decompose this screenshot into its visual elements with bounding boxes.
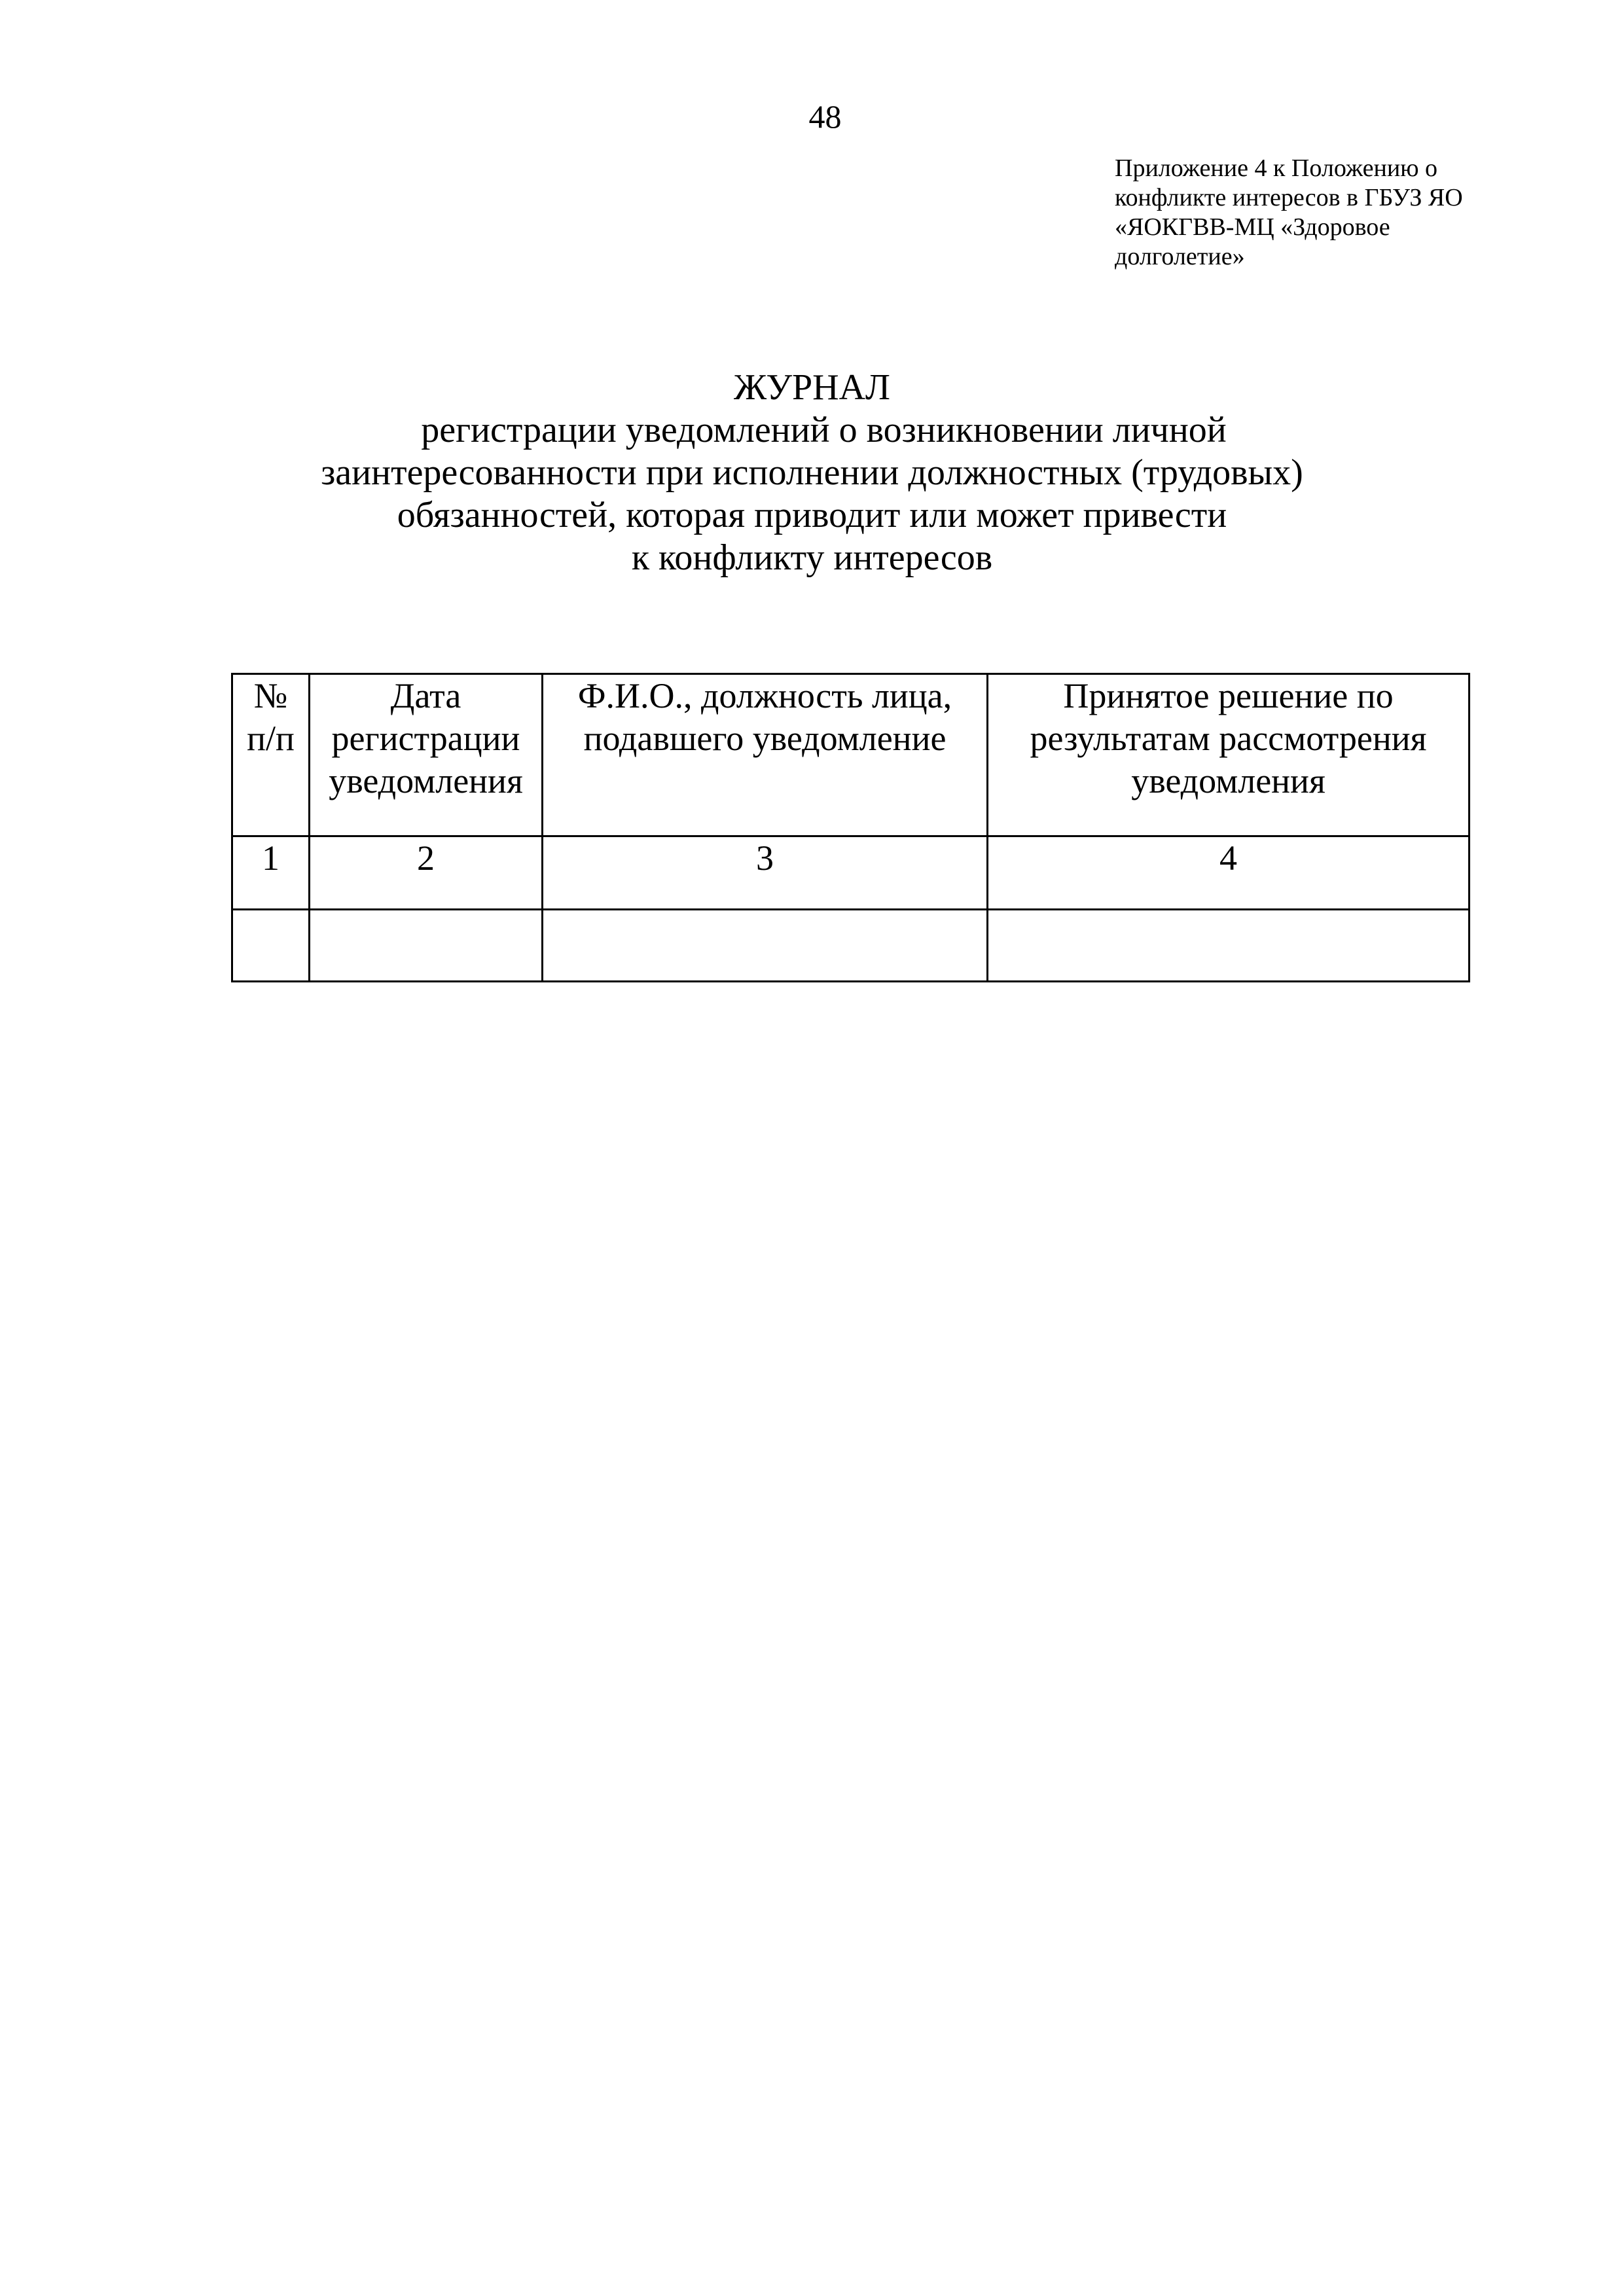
column-number-row [232, 836, 1470, 910]
header-cell-date: Дата регистрации уведомления [310, 674, 543, 836]
header-cell-decision: Принятое решение по результатам рассмотрения уведомления [988, 674, 1470, 836]
table-cell [310, 910, 543, 982]
title-subtitle-line: заинтересованности при исполнении должностных (трудовых) [321, 452, 1303, 493]
column-number-cell: 2 [310, 836, 543, 910]
document-title [0, 367, 1624, 579]
table-row [232, 910, 1470, 982]
title-subtitle-line: регистрации уведомлений о возникновении личной [421, 410, 1227, 450]
column-number-cell: 4 [988, 836, 1470, 910]
column-number-cell: 1 [232, 836, 310, 910]
column-number-cell: 3 [543, 836, 988, 910]
page-number: 48 [808, 98, 842, 135]
header-cell-number: № п/п [232, 674, 310, 836]
appendix-note [1115, 154, 1534, 272]
title-subtitle-line: к конфликту интересов [631, 537, 993, 578]
journal-table [231, 673, 1470, 982]
table-cell [988, 910, 1470, 982]
appendix-line: Приложение 4 к Положению о [1115, 154, 1438, 182]
title-subtitle-line: обязанностей, которая приводит или может привести [397, 495, 1227, 535]
table-cell [543, 910, 988, 982]
appendix-line: долголетие» [1115, 243, 1245, 270]
title-heading: ЖУРНАЛ [733, 367, 891, 408]
appendix-line: «ЯОКГВВ-МЦ «Здоровое [1115, 213, 1390, 241]
appendix-line: конфликте интересов в ГБУЗ ЯО [1115, 184, 1463, 211]
table-cell [232, 910, 310, 982]
header-cell-person: Ф.И.О., должность лица, подавшего уведомление [543, 674, 988, 836]
table-header-row [232, 674, 1470, 836]
